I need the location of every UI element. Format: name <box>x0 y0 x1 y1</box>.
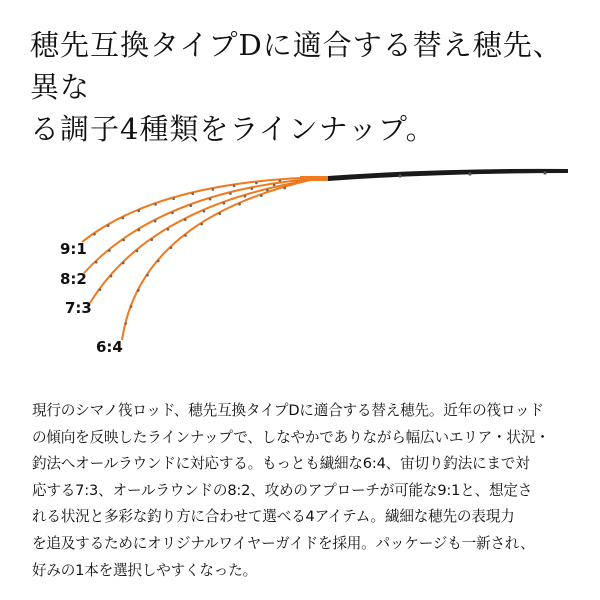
line-guide <box>154 220 157 223</box>
rod-butt <box>300 169 568 181</box>
line-guide <box>107 225 110 228</box>
line-guide <box>229 192 232 195</box>
line-guide <box>108 249 111 252</box>
description-line: 釣法へオールラウンドに対応する。もっとも繊細な6:4、宙切り釣法にまで対 <box>32 455 530 473</box>
description <box>32 398 577 584</box>
headline-line-1: 穂先互換タイプDに適合する替え穂先、異な <box>30 28 563 104</box>
line-guide <box>209 198 212 201</box>
line-guide <box>122 217 125 220</box>
description-line: 応する7:3、オールラウンドの8:2、攻めのアプローチが可能な9:1と、想定さ <box>32 481 533 499</box>
line-guide <box>146 274 149 277</box>
line-guide <box>122 239 125 242</box>
line-guide <box>167 228 170 231</box>
line-guide <box>273 184 276 187</box>
line-guide <box>151 239 154 242</box>
line-guide <box>184 234 187 237</box>
line-guide <box>244 195 247 198</box>
rod-tip-figure <box>0 140 600 370</box>
ratio-label-6-4: 6:4 <box>96 338 123 356</box>
line-guide <box>543 171 546 174</box>
line-guide <box>219 212 222 215</box>
line-guide <box>136 250 139 253</box>
tip-curves <box>82 177 330 340</box>
headline <box>30 24 590 150</box>
line-guide <box>171 212 174 215</box>
line-guide <box>137 289 140 292</box>
line-guide <box>137 210 140 213</box>
line-guide <box>223 202 226 205</box>
line-guide <box>190 204 193 207</box>
line-guide <box>200 223 203 226</box>
line-guide <box>154 203 157 206</box>
line-guide <box>184 219 187 222</box>
line-guide <box>172 198 175 201</box>
line-guide <box>260 194 263 197</box>
line-guide <box>238 203 241 206</box>
line-guide <box>191 193 194 196</box>
line-guide <box>122 262 125 265</box>
line-guide <box>233 185 236 188</box>
line-guide <box>283 187 286 190</box>
ratio-label-9-1: 9:1 <box>60 240 87 258</box>
line-guide <box>255 182 258 185</box>
description-line: 現行のシマノ筏ロッド、穂先互換タイプDに適合する替え穂先。近年の筏ロッド <box>32 402 544 419</box>
line-guide <box>212 188 215 191</box>
line-guide <box>93 233 96 236</box>
ratio-label-8-2: 8:2 <box>60 270 87 288</box>
line-guide <box>203 210 206 213</box>
line-guide <box>95 261 98 264</box>
ratio-label-7-3: 7:3 <box>65 299 92 317</box>
line-guide <box>138 229 141 232</box>
line-guide <box>251 188 254 191</box>
rod-butt-section <box>328 169 568 181</box>
description-line: を追及するためにオリジナルワイヤーガイドを採用。パッケージも一新され、 <box>32 534 535 552</box>
description-line: の傾向を反映したラインナップで、しなやかでありながら幅広いエリア・状況・ <box>32 428 550 446</box>
line-guide <box>110 275 113 278</box>
tip-curve-8-2 <box>84 178 322 273</box>
line-guide <box>157 260 160 263</box>
line-guide <box>130 305 133 308</box>
headline-line-2: る調子4種類をラインナップ。 <box>30 112 436 146</box>
description-line: れる状況と多彩な釣り方に合わせて選べる4アイテム。繊細な穂先の表現力 <box>32 508 515 526</box>
line-guide <box>170 247 173 250</box>
rod-ferrule <box>300 176 328 181</box>
line-guide <box>468 172 471 175</box>
line-guide <box>124 322 127 325</box>
line-guide <box>398 174 401 177</box>
description-line: 好みの1本を選択しやすくなった。 <box>32 561 257 579</box>
line-guide <box>99 289 102 292</box>
rod-bend-diagram <box>0 140 600 370</box>
